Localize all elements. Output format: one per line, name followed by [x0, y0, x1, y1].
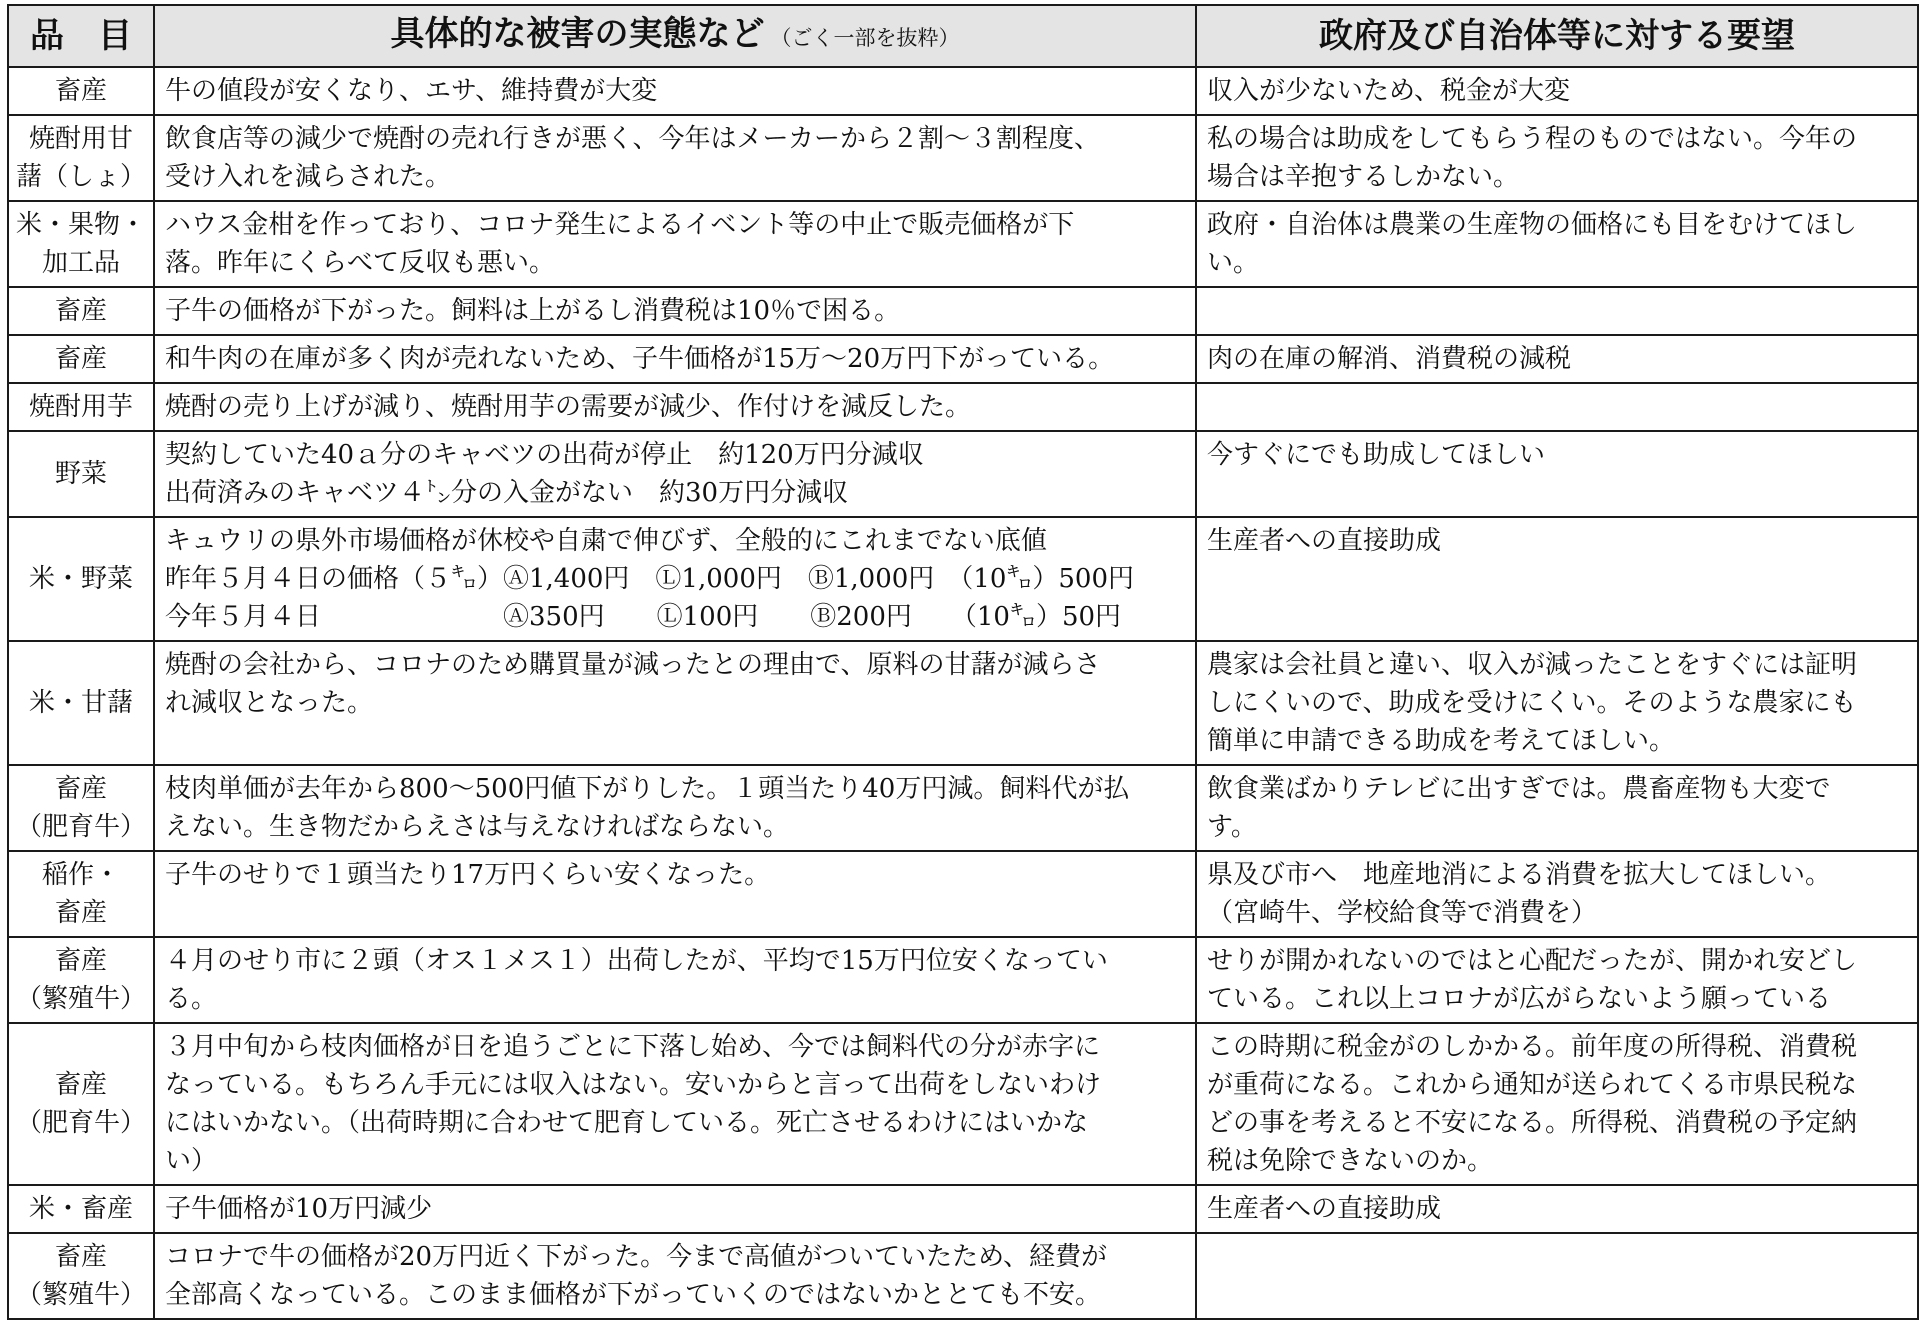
- damage-cell: [154, 201, 1196, 287]
- damage-line: ３月中旬から枝肉価格が日を追うごとに下落し始め、今では飼料代の分が赤字に: [165, 1032, 1100, 1062]
- damage-table: [7, 4, 1919, 1320]
- request-cell: [1196, 431, 1918, 517]
- damage-line: 焼酎の会社から、コロナのため購買量が減ったとの理由で、原料の甘藷が減らさ: [165, 650, 1101, 680]
- item-cell: [8, 851, 154, 937]
- table-row: [8, 641, 1918, 765]
- damage-line: い）: [165, 1146, 218, 1176]
- request-cell: [1196, 1185, 1918, 1233]
- item-line: 畜産: [54, 774, 107, 804]
- damage-line: る。: [165, 984, 218, 1014]
- item-line: 米・果物・: [15, 210, 146, 240]
- damage-cell: [154, 335, 1196, 383]
- damage-cell: [154, 517, 1196, 641]
- damage-cell: [154, 1023, 1196, 1185]
- damage-line: 昨年５月４日の価格（５㌔）Ⓐ1,400円 Ⓛ1,000円 Ⓑ1,000円 （10㌔）500円: [165, 564, 1135, 594]
- table-header-row: [8, 5, 1918, 67]
- item-line: 畜産: [54, 76, 107, 106]
- request-line: 生産者への直接助成: [1207, 526, 1442, 556]
- table-row: [8, 517, 1918, 641]
- item-line: （繁殖牛）: [15, 984, 146, 1014]
- request-line: 飲食業ばかりテレビに出すぎでは。農畜産物も大変で: [1207, 774, 1831, 804]
- header-damage-title: 具体的な被害の実態など: [390, 14, 765, 54]
- damage-line: えない。生き物だからえさは与えなければならない。: [165, 812, 790, 842]
- item-line: 畜産: [54, 1242, 107, 1272]
- request-cell: [1196, 1233, 1918, 1319]
- item-line: 畜産: [54, 1070, 107, 1100]
- damage-cell: [154, 937, 1196, 1023]
- damage-line: 受け入れを減らされた。: [165, 162, 452, 192]
- header-request: 政府及び自治体等に対する要望: [1196, 5, 1918, 67]
- request-cell: [1196, 287, 1918, 335]
- request-line: 生産者への直接助成: [1207, 1194, 1442, 1224]
- item-line: 加工品: [41, 248, 120, 278]
- header-damage: [154, 5, 1196, 67]
- item-cell: [8, 201, 154, 287]
- item-cell: [8, 1023, 154, 1185]
- table-row: [8, 287, 1918, 335]
- damage-cell: [154, 1185, 1196, 1233]
- damage-cell: [154, 431, 1196, 517]
- table-row: [8, 431, 1918, 517]
- request-cell: [1196, 201, 1918, 287]
- request-line: せりが開かれないのではと心配だったが、開かれ安どし: [1207, 946, 1858, 976]
- request-line: どの事を考えると不安になる。所得税、消費税の予定納: [1207, 1108, 1858, 1138]
- damage-cell: [154, 851, 1196, 937]
- damage-line: 和牛肉の在庫が多く肉が売れないため、子牛価格が15万〜20万円下がっている。: [165, 344, 1115, 374]
- damage-line: ４月のせり市に２頭（オス１メス１）出荷したが、平均で15万円位安くなってい: [165, 946, 1108, 976]
- item-line: （肥育牛）: [15, 1108, 146, 1138]
- request-cell: [1196, 641, 1918, 765]
- table-row: [8, 335, 1918, 383]
- item-line: 米・野菜: [28, 564, 133, 594]
- request-line: 税は免除できないのか。: [1207, 1146, 1494, 1176]
- request-cell: [1196, 765, 1918, 851]
- table-row: [8, 383, 1918, 431]
- request-cell: [1196, 937, 1918, 1023]
- item-line: 野菜: [54, 459, 107, 489]
- table-row: [8, 1233, 1918, 1319]
- damage-cell: [154, 1233, 1196, 1319]
- item-cell: [8, 431, 154, 517]
- request-line: 場合は辛抱するしかない。: [1207, 162, 1520, 192]
- damage-line: 枝肉単価が去年から800〜500円値下がりした。１頭当たり40万円減。飼料代が払: [165, 774, 1130, 804]
- request-cell: [1196, 335, 1918, 383]
- damage-line: 飲食店等の減少で焼酎の売れ行きが悪く、今年はメーカーから２割〜３割程度、: [165, 124, 1100, 154]
- item-cell: [8, 115, 154, 201]
- item-line: 藷（しょ）: [15, 162, 146, 192]
- table-row: [8, 115, 1918, 201]
- table-row: [8, 67, 1918, 115]
- item-line: 畜産: [54, 898, 107, 928]
- table-row: [8, 765, 1918, 851]
- request-line: 県及び市へ 地産地消による消費を拡大してほしい。: [1207, 860, 1832, 890]
- item-line: 畜産: [54, 344, 107, 374]
- item-line: 畜産: [54, 296, 107, 326]
- request-line: （宮崎牛、学校給食等で消費を）: [1207, 898, 1598, 928]
- request-line: この時期に税金がのしかかる。前年度の所得税、消費税: [1207, 1032, 1858, 1062]
- damage-line: 子牛の価格が下がった。飼料は上がるし消費税は10％で困る。: [165, 296, 901, 326]
- request-line: 農家は会社員と違い、収入が減ったことをすぐには証明: [1207, 650, 1858, 680]
- damage-line: コロナで牛の価格が20万円近く下がった。今まで高値がついていたため、経費が: [165, 1242, 1108, 1272]
- request-line: い。: [1207, 248, 1260, 278]
- damage-line: 子牛価格が10万円減少: [165, 1194, 433, 1224]
- request-cell: [1196, 383, 1918, 431]
- item-cell: [8, 335, 154, 383]
- item-cell: [8, 287, 154, 335]
- item-cell: [8, 937, 154, 1023]
- damage-cell: [154, 641, 1196, 765]
- request-line: 政府・自治体は農業の生産物の価格にも目をむけてほし: [1207, 210, 1858, 240]
- table-row: [8, 201, 1918, 287]
- damage-line: 牛の値段が安くなり、エサ、維持費が大変: [165, 76, 658, 106]
- table-row: [8, 851, 1918, 937]
- item-cell: [8, 1185, 154, 1233]
- item-cell: [8, 383, 154, 431]
- request-line: 簡単に申請できる助成を考えてほしい。: [1207, 726, 1676, 756]
- request-line: しにくいので、助成を受けにくい。そのような農家にも: [1207, 688, 1857, 718]
- item-line: （肥育牛）: [15, 812, 146, 842]
- damage-line: 子牛のせりで１頭当たり17万円くらい安くなった。: [165, 860, 771, 890]
- request-line: す。: [1207, 812, 1257, 842]
- request-line: 私の場合は助成をしてもらう程のものではない。今年の: [1207, 124, 1858, 154]
- request-cell: [1196, 517, 1918, 641]
- item-cell: [8, 67, 154, 115]
- table-row: [8, 1185, 1918, 1233]
- damage-line: なっている。もちろん手元には収入はない。安いからと言って出荷をしないわけ: [165, 1070, 1102, 1100]
- item-line: 焼酎用甘: [28, 124, 133, 154]
- damage-line: キュウリの県外市場価格が休校や自粛で伸びず、全般的にこれまでない底値: [165, 526, 1047, 556]
- request-cell: [1196, 115, 1918, 201]
- header-item: 品 目: [8, 5, 154, 67]
- request-line: 収入が少ないため、税金が大変: [1207, 76, 1570, 106]
- item-line: 米・甘藷: [28, 688, 133, 718]
- damage-line: 出荷済みのキャベツ４㌧分の入金がない 約30万円分減収: [165, 478, 849, 508]
- damage-line: れ減収となった。: [165, 688, 374, 718]
- damage-cell: [154, 287, 1196, 335]
- item-cell: [8, 517, 154, 641]
- request-line: 肉の在庫の解消、消費税の減税: [1207, 344, 1572, 374]
- damage-line: 落。昨年にくらべて反収も悪い。: [165, 248, 556, 278]
- item-line: 米・畜産: [28, 1194, 133, 1224]
- table-body: [8, 67, 1918, 1319]
- item-cell: [8, 765, 154, 851]
- item-line: 畜産: [54, 946, 107, 976]
- damage-line: 契約していた40ａ分のキャベツの出荷が停止 約120万円分減収: [165, 440, 924, 470]
- request-cell: [1196, 851, 1918, 937]
- item-cell: [8, 641, 154, 765]
- request-cell: [1196, 1023, 1918, 1185]
- damage-table-container: [7, 4, 1919, 1320]
- damage-line: 焼酎の売り上げが減り、焼酎用芋の需要が減少、作付けを減反した。: [165, 392, 972, 422]
- request-line: 今すぐにでも助成してほしい: [1207, 440, 1546, 470]
- damage-line: 今年５月４日 Ⓐ350円 Ⓛ100円 Ⓑ200円 （10㌔）50円: [165, 602, 1122, 632]
- table-row: [8, 1023, 1918, 1185]
- damage-line: にはいかない。（出荷時期に合わせて肥育している。死亡させるわけにはいかな: [165, 1108, 1089, 1138]
- damage-line: ハウス金柑を作っており、コロナ発生によるイベント等の中止で販売価格が下: [165, 210, 1075, 240]
- request-line: ている。これ以上コロナが広がらないよう願っている: [1207, 984, 1832, 1014]
- request-cell: [1196, 67, 1918, 115]
- item-line: 稲作・: [41, 860, 120, 890]
- item-line: （繁殖牛）: [15, 1280, 146, 1310]
- damage-cell: [154, 383, 1196, 431]
- header-damage-note: （ごく一部を抜粋）: [770, 26, 960, 50]
- damage-cell: [154, 67, 1196, 115]
- request-line: が重荷になる。これから通知が送られてくる市県民税な: [1207, 1070, 1858, 1100]
- item-line: 焼酎用芋: [28, 392, 133, 422]
- damage-cell: [154, 765, 1196, 851]
- item-cell: [8, 1233, 154, 1319]
- damage-line: 全部高くなっている。このまま価格が下がっていくのではないかととても不安。: [165, 1280, 1102, 1310]
- damage-cell: [154, 115, 1196, 201]
- table-row: [8, 937, 1918, 1023]
